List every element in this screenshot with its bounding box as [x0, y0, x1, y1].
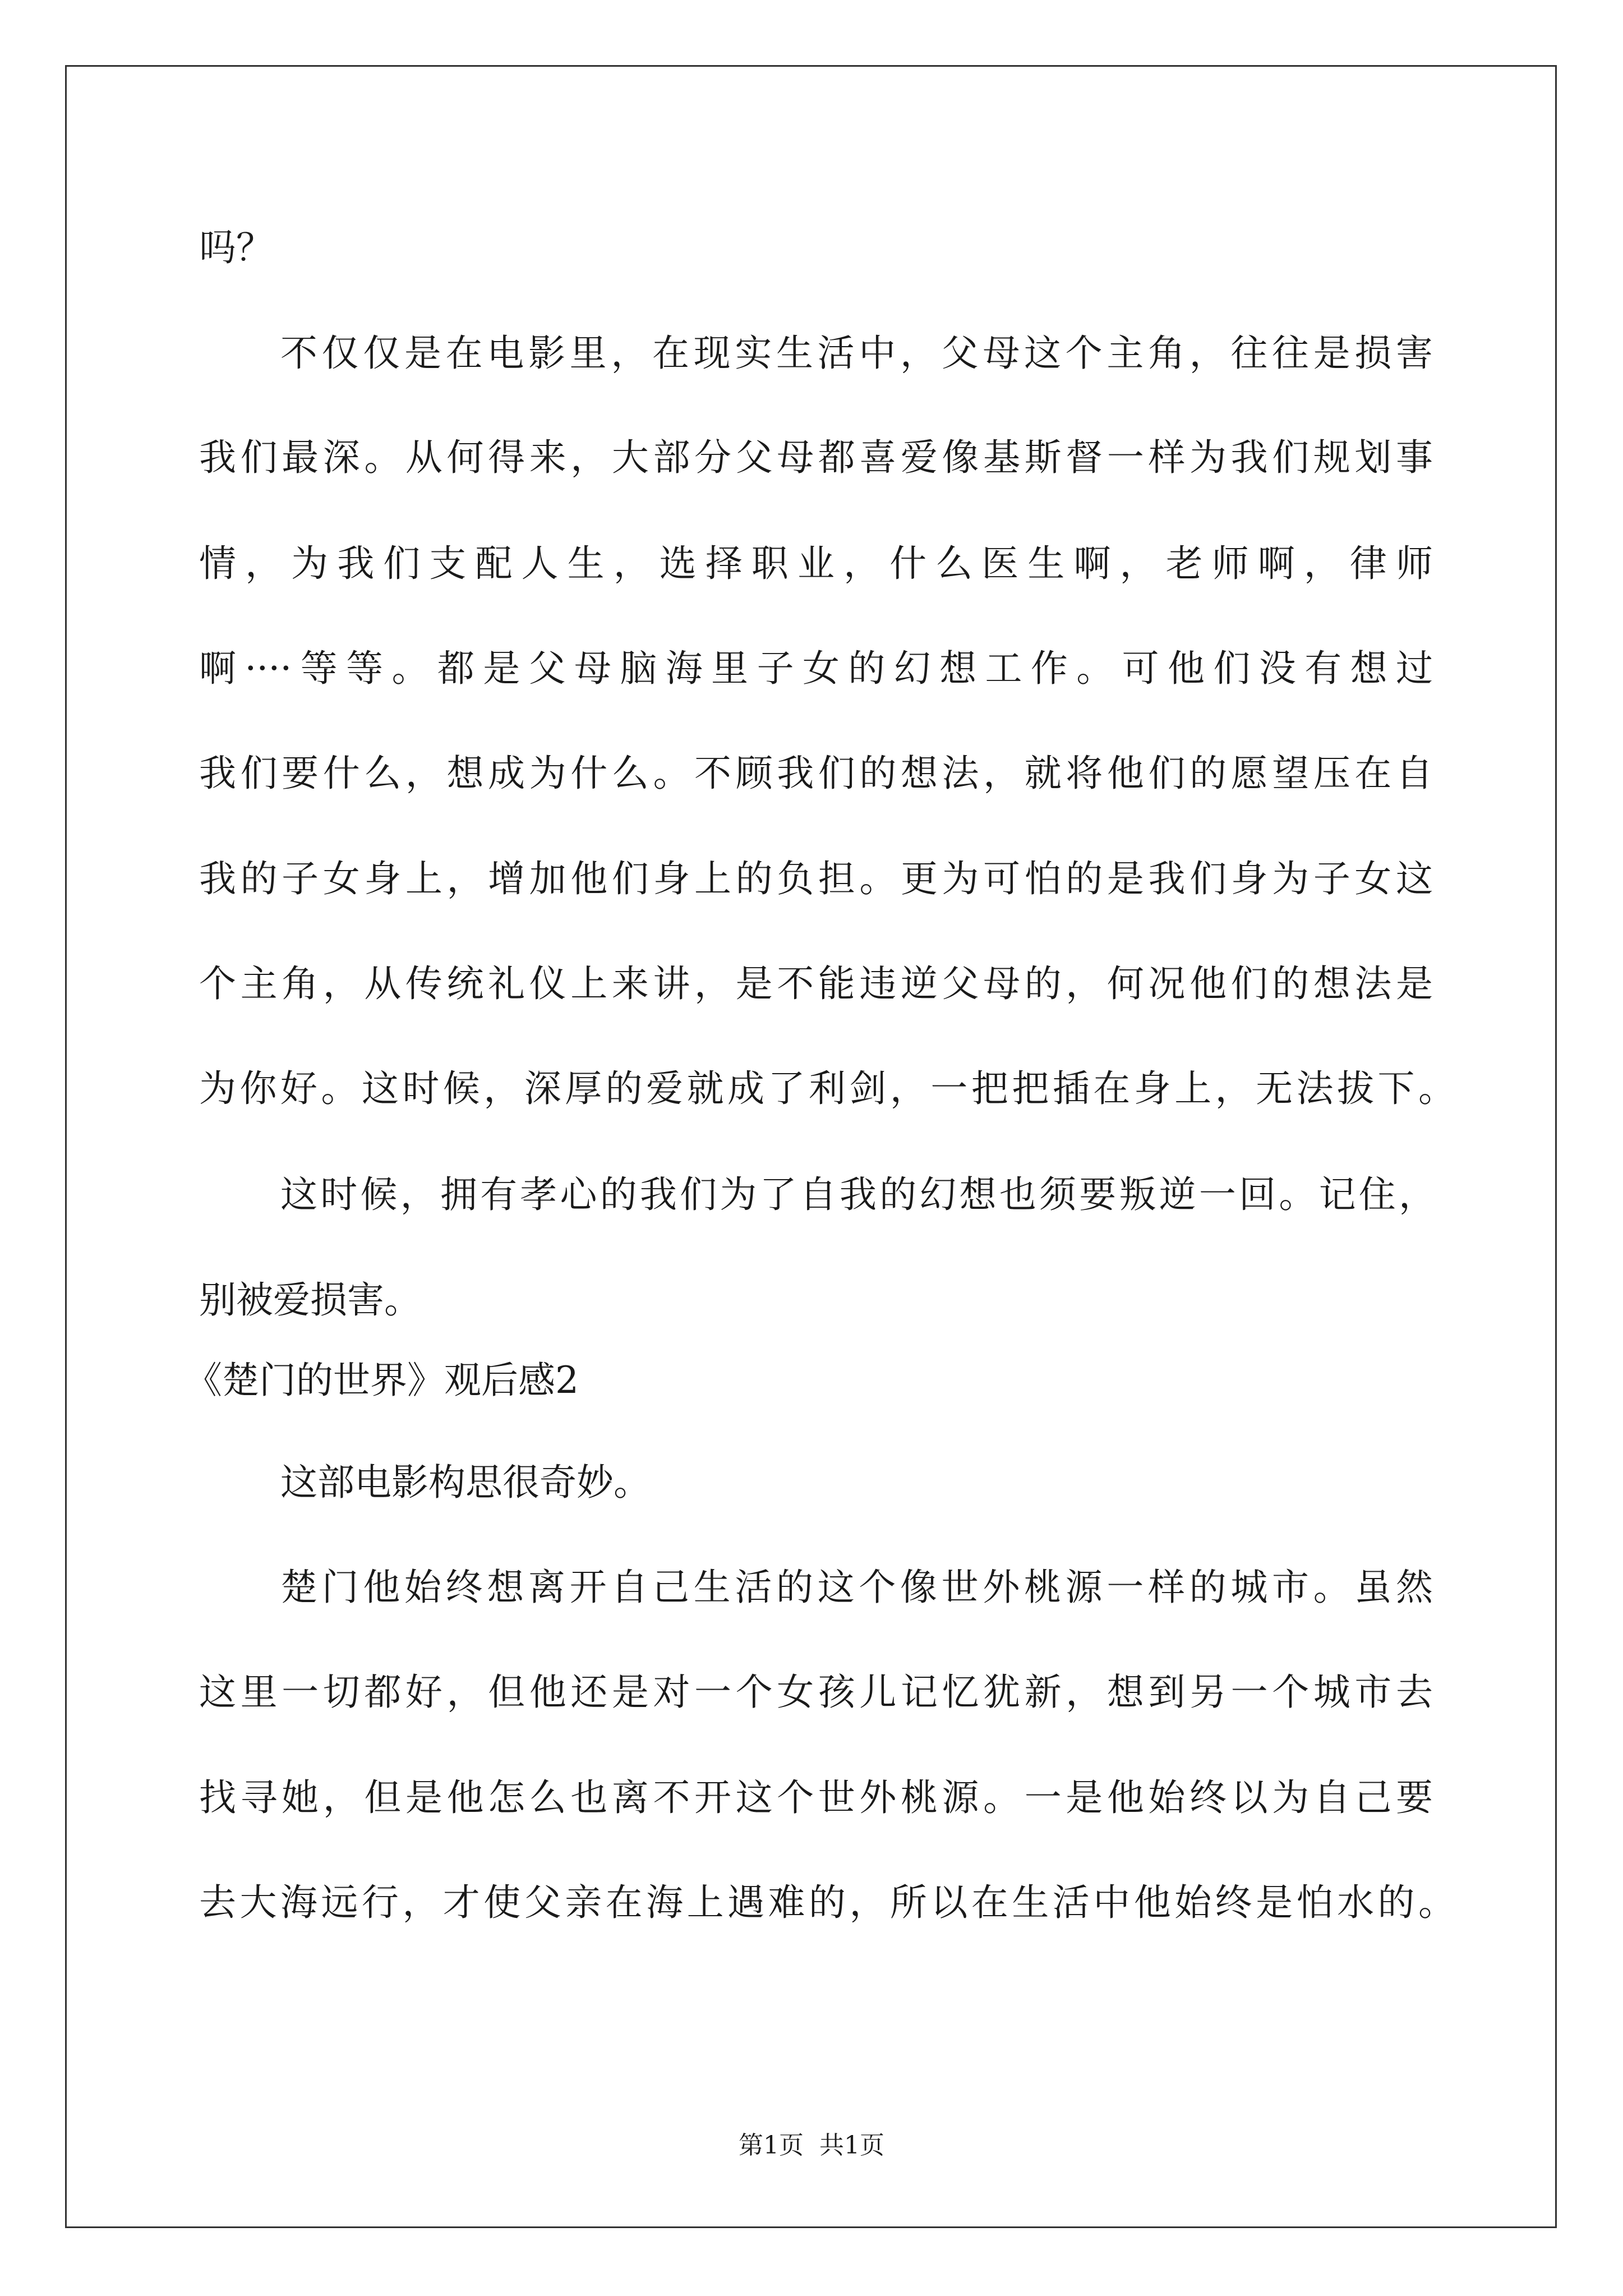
text-line: 不仅仅是在电影里，在现实生活中，父母这个主角，往往是损害 — [280, 332, 1433, 375]
text-line: 我们最深。从何得来，大部分父母都喜爱像基斯督一样为我们规划事 — [199, 436, 1433, 479]
page-footer: 第1页 共1页 — [739, 2131, 884, 2160]
text-line: 个主角，从传统礼仪上来讲，是不能违逆父母的，何况他们的想法是 — [199, 962, 1433, 1005]
section-heading: 《楚门的世界》观后感2 — [185, 1359, 579, 1402]
text-line: 去大海远行，才使父亲在海上遇难的，所以在生活中他始终是怕水的。 — [199, 1881, 1455, 1924]
text-line: 楚门他始终想离开自己生活的这个像世外桃源一样的城市。虽然 — [280, 1566, 1433, 1609]
text-line: 我们要什么，想成为什么。不顾我们的想法，就将他们的愿望压在自 — [199, 752, 1433, 795]
text-line: 情，为我们支配人生，选择职业，什么医生啊，老师啊，律师 — [199, 542, 1433, 585]
text-line: 找寻她，但是他怎么也离不开这个世外桃源。一是他始终以为自己要 — [199, 1776, 1433, 1819]
text-line: 啊····等等。都是父母脑海里子女的幻想工作。可他们没有想过 — [199, 647, 1433, 690]
text-line: 吗？ — [199, 226, 273, 269]
text-line: 这里一切都好，但他还是对一个女孩儿记忆犹新，想到另一个城市去 — [199, 1671, 1433, 1714]
text-line: 这时候，拥有孝心的我们为了自我的幻想也须要叛逆一回。记住， — [280, 1173, 1436, 1216]
text-line: 我的子女身上，增加他们身上的负担。更为可怕的是我们身为子女这 — [199, 857, 1433, 900]
text-line: 这部电影构思很奇妙。 — [280, 1461, 651, 1504]
text-line: 别被爱损害。 — [199, 1278, 421, 1322]
text-line: 为你好。这时候，深厚的爱就成了利剑，一把把插在身上，无法拔下。 — [199, 1067, 1455, 1110]
